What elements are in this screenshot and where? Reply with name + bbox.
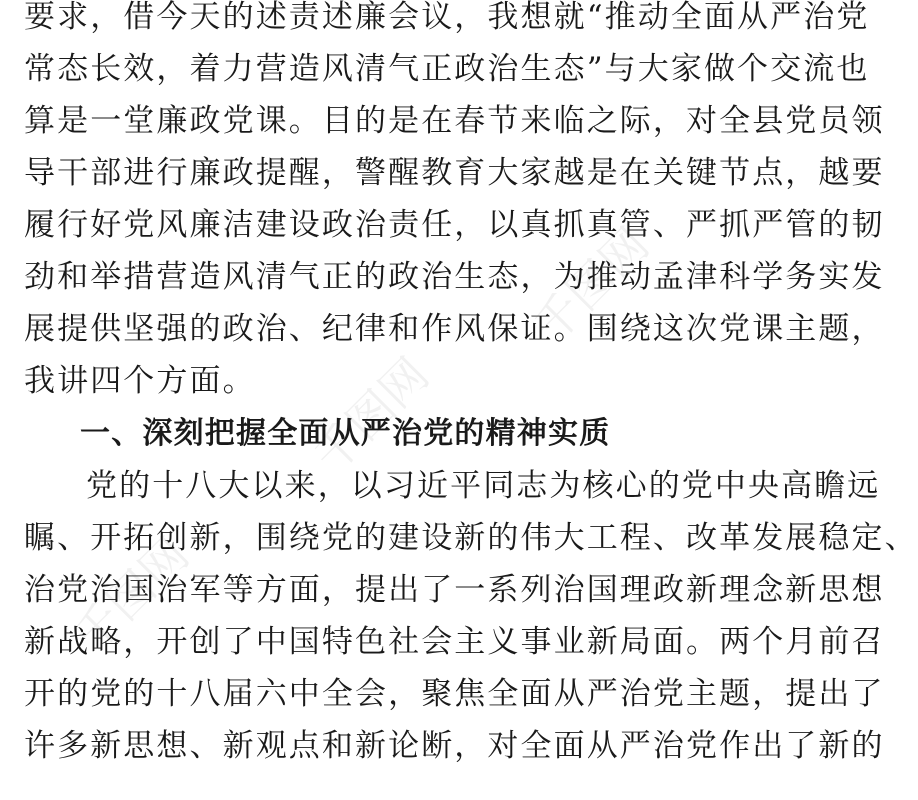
- watermark-1: 千图网: [523, 217, 660, 354]
- watermark-2: 千图网: [303, 347, 440, 484]
- section-line-4: 新战略，开创了中国特色社会主义事业新局面。两个月前召: [24, 624, 885, 660]
- section-line-6: 许多新思想、新观点和新论断，对全面从严治党作出了新的: [24, 728, 885, 764]
- paragraph-line-5: 履行好党风廉洁建设政治责任，以真抓真管、严抓严管的韧: [24, 207, 885, 243]
- paragraph-line-2: 常态长效，着力营造风清气正政治生态”与大家做个交流也: [24, 51, 870, 87]
- paragraph-line-8: 我讲四个方面。: [24, 363, 256, 399]
- section-line-1: 党的十八大以来，以习近平同志为核心的党中央高瞻远: [86, 468, 881, 504]
- section-line-3: 治党治国治军等方面，提出了一系列治国理政新理念新思想: [24, 572, 885, 608]
- watermark-3: 千图网: [63, 527, 200, 664]
- paragraph-line-7: 展提供坚强的政治、纪律和作风保证。围绕这次党课主题，: [24, 311, 885, 347]
- section-heading: 一、深刻把握全面从严治党的精神实质: [80, 416, 611, 451]
- paragraph-line-3: 算是一堂廉政党课。目的是在春节来临之际，对全县党员领: [24, 103, 885, 139]
- section-line-2: 瞩、开拓创新，围绕党的建设新的伟大工程、改革发展稳定、: [24, 520, 918, 556]
- paragraph-line-1: 要求，借今天的述责述廉会议，我想就“推动全面从严治党: [24, 0, 870, 35]
- section-line-5: 开的党的十八届六中全会，聚焦全面从严治党主题，提出了: [24, 676, 885, 712]
- paragraph-line-4: 导干部进行廉政提醒，警醒教育大家越是在关键节点，越要: [24, 155, 885, 191]
- paragraph-line-6: 劲和举措营造风清气正的政治生态，为推动孟津科学务实发: [24, 259, 885, 295]
